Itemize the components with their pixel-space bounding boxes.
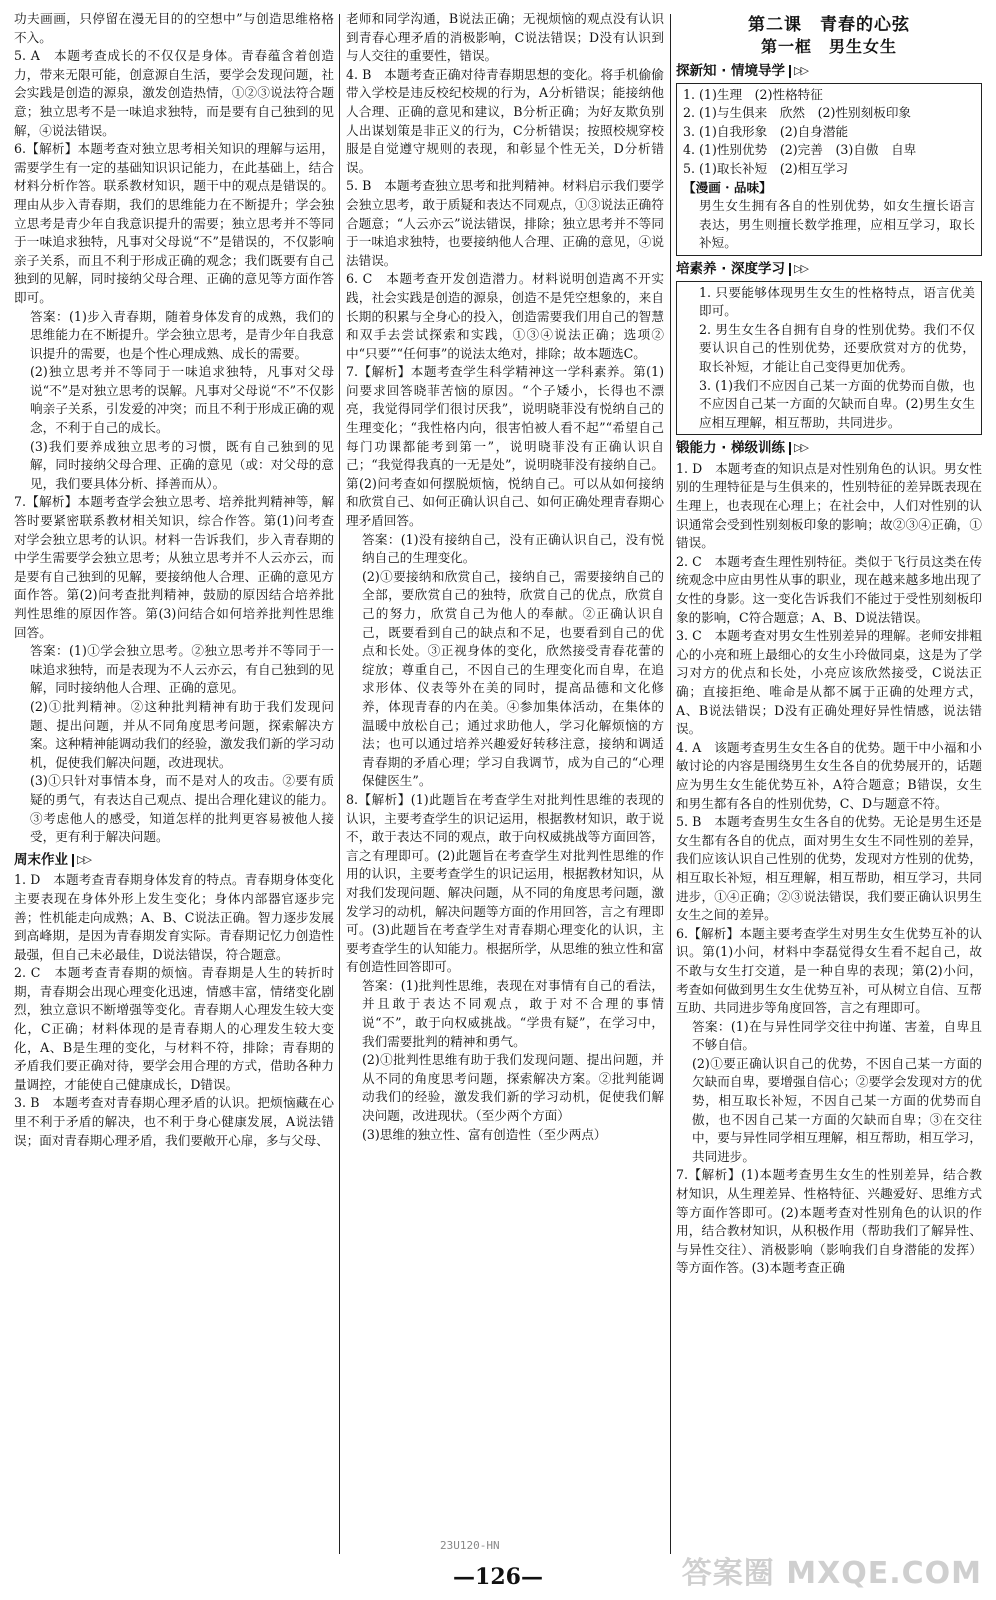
homework-item-4: 4. B 本题考查正确对待青春期思想的变化。将手机偷偷带入学校是违反校纪校规的行为，A分析错误；能接纳他人合理、正确的意见和建议，B分析正确；为好友欺负别人出谋划策是非正义的行为，C分析错误；按照校规穿校服是自觉遵守规则的表现，和彰显个性无关，D分析错误。: [346, 66, 664, 175]
homework-item-3: 3. B 本题考查对青春期心理矛盾的认识。把烦恼藏在心里不利于矛盾的解决，也不利于身心健康发展，A说法错误；面对青春期心理矛盾，我们要敞开心扉，多与父母、: [14, 1095, 334, 1148]
homework-item-7-answer: 答案：(1)没有接纳自己，没有正确认识自己，没有悦纳自己的生理变化。: [362, 531, 664, 566]
paragraph: 功夫画画，只停留在漫无目的的空想中”与创造思维格格不入。: [14, 11, 334, 45]
list-item: 5. (1)取长补短 (2)相互学习: [683, 160, 849, 176]
answer-item-5: 5. A 本题考查成长的不仅仅是身体。青春蕴含着创造力，带来无限可能，创意源自生活，要学会发现问题，社会实践是创造的源泉，激发创造热情，①②③说法符合题意；独立思考不是一味追求独特，而是要有自己独到的见解，④说法错误。: [14, 48, 334, 138]
watermark-logo: 答案圈 MXQE.COM: [681, 1556, 982, 1591]
section-heading-text: 培素养 · 深度学习: [676, 260, 786, 277]
training-item-6-analysis: 6.【解析】本题主要考查学生对男生女生优势互补的认识。第(1)小问，材料中李磊觉得女生看不起自己，故不敢与女生打交道，是一种自卑的表现；第(2)小问，考查如何做到男生女生优势互补，可从树立自信、互帮互助、共同进步等角度回答，言之有理即可。: [676, 925, 982, 1016]
training-item-2: 2. C 本题考查生理性别特征。类似于飞行员这类在传统观念中应由男性从事的职业，现在越来越多地出现了女性的身影。这一变化告诉我们不能过于受性别刻板印象的影响，C符合题意；A、B、D说法错误。: [676, 553, 982, 625]
list-item: 1. (1)生理 (2)性格特征: [683, 86, 823, 102]
print-code: 23U120-HN: [440, 1539, 500, 1552]
section-heading-explore: [676, 62, 982, 81]
homework-item-1: 1. D 本题考查青春期身体发育的特点。青春期身体变化主要表现在身体外形上发生变化；身体内部器官逐步完善；性机能走向成熟；A、B、C说法正确。智力逐步发展到高峰期，是因为青春期发育实际。青春期记忆力创造性最强，但自己未必最佳，D说法错误，符合题意。: [14, 872, 334, 962]
training-item-1: 1. D 本题考查的知识点是对性别角色的认识。男女性别的生理特征是与生俱来的，性别特征的差异既表现在生理上，也表现在心理上；在社会中，人们对性别的认识通常会受到性别刻板印象的影响；故②③④正确，①错误。: [676, 460, 982, 551]
training-item-5: 5. B 本题考查男生女生各自的优势。无论是男生还是女生都有各自的优点，面对男生女生不同性别的差异，我们应该认识自己性别的优势，发现对方性别的优势，相互取长补短，相互理解，相互帮助，相互学习，共同进步，①④正确；②③说法错误，我们要正确认识男生女生之间的差异。: [676, 814, 982, 923]
answer-item-6-analysis: 6.【解析】本题考查对独立思考相关知识的理解与运用，需要学生有一定的基础知识识记能力，在此基础上，结合材料分析作答。联系教材知识，题干中的观点是错误的。理由从步入青春期，我们的思维能力在不断提升；学会独立思考是青少年自我意识提升的需要；独立思考并不等同于一味追求独特，凡事对父母说“不”是错误的，不仅影响亲子关系，而且不利于形成正确的观念；我们既要有自己独到的见解，同时接纳父母合理、正确的意见等方面作答即可。: [14, 141, 334, 305]
section-heading-training: [676, 439, 982, 458]
column-left: [14, 10, 334, 1560]
column-right: [676, 10, 982, 1560]
double-arrow-icon: ▷▷: [794, 261, 807, 275]
homework-item-6: 6. C 本题考查开发创造潜力。材料说明创造离不开实践，社会实践是创造的源泉，创造不是凭空想象的，来自长期的积累与全身心的投入，创造需要我们用自己的智慧和双手去尝试探索和实践，①③④说法正确；选项②中“只要”“任何事”的说法太绝对，排除；故本题选C。: [346, 271, 664, 361]
answer-item-7-analysis: 7.【解析】本题考查学会独立思考、培养批判精神等，解答时要紧密联系教材相关知识，综合作答。第(1)问考查对学会独立思考的认识。材料一告诉我们，步入青春期的中学生需要学会独立思考；从独立思考并不人云亦云，而是要有自己独到的见解，要接纳他人合理、正确的意见方面作答。第(2)问考查批判精神，鼓励的原因结合培养批判性思维的原因作答。第(3)问结合如何培养批判性思维回答。: [14, 494, 334, 640]
answer-item-6-part3: (3)我们要养成独立思考的习惯，既有自己独到的见解，同时接纳父母合理、正确的意见（或：对父母的意见，我们要具体分析、择善而从）。: [30, 438, 334, 491]
column-divider: [339, 14, 340, 1554]
homework-item-8-part2: (2)①批判性思维有助于我们发现问题、提出问题，并从不同的角度思考问题，探索解决方案。②批判能调动我们的经验，激发我们新的学习动机，促使我们解决问题，改进现状。（至少两个方面）: [362, 1052, 664, 1124]
homework-item-8-part3: (3)思维的独立性、富有创造性（至少两点）: [362, 1126, 607, 1142]
answer-item-6-part2: (2)独立思考并不等同于一味追求独特，凡事对父母说“不”是对独立思考的误解。凡事对父母说“不”不仅影响亲子关系，引发爱的冲突；而且不利于形成正确的观念，不利于自己的成长。: [30, 364, 334, 436]
column-divider: [670, 14, 671, 1554]
training-item-6-part2: (2)①要正确认识自己的优势，不因自己某一方面的欠缺而自卑，要增强自信心；②要学会发现对方的优势，相互取长补短，不因自己某一方面的优势而自傲，也不因自己某一方面的欠缺而自卑；③在交往中，要与异性同学相互理解，相互帮助，相互学习，共同进步。: [692, 1055, 982, 1164]
list-item: 4. (1)性别优势 (2)完善 (3)自傲 自卑: [683, 142, 917, 158]
answer-item-7-part3: (3)①只针对事情本身，而不是对人的攻击。②要有质疑的勇气，有表达自己观点、提出合理化建议的能力。③考虑他人的感受，知道怎样的批判更容易被他人接受，更有利于解决问题。: [30, 773, 334, 845]
section-heading-weekend-homework: [14, 851, 334, 870]
homework-item-2: 2. C 本题考查青春期的烦恼。青春期是人生的转折时期，青春期会出现心理变化迅速，情感丰富，情绪变化剧烈，独立意识不断增强等变化。青春期人心理发生较大变化，C正确；材料体现的是青春期人的心理发生较大变化，A、B是生理的变化，与材料不符，排除；青春期的矛盾我们要正确对待，要学会用合理的方式，借助各种力量调控，才能使自己健康成长，D错误。: [14, 965, 334, 1092]
answer-item-7-answer: 答案：(1)①学会独立思考。②独立思考并不等同于一味追求独特，而是表现为不人云亦云，有自己独到的见解，同时接纳他人合理、正确的意见。: [30, 643, 334, 696]
page-number: —126—: [453, 1564, 543, 1590]
bar-icon: [789, 442, 791, 455]
section-heading-text: 周末作业: [14, 851, 68, 868]
homework-item-7-analysis: 7.【解析】本题考查学生科学精神这一学科素养。第(1)问要求回答晓菲苦恼的原因。“个子矮小，长得也不漂亮，我觉得同学们很讨厌我”，说明晓菲没有悦纳自己的生理变化；“我性格内向，很害怕被人看不起”“希望自己每门功课都能考到第一”，说明晓菲没有正确认识自己；“我觉得我真的一无是处”，说明晓菲没有接纳自己。第(2)问考查如何摆脱烦恼，悦纳自己。可以从如何接纳和欣赏自己、如何正确认识自己、如何正确处理青春期心理矛盾回答。: [346, 364, 664, 529]
list-item: 3. (1)自我形象 (2)自身潜能: [683, 123, 849, 139]
training-item-6-answer: 答案：(1)在与异性同学交往中拘谨、害羞，自卑且不够自信。: [692, 1018, 982, 1053]
answer-box: [676, 281, 982, 436]
bar-icon: [72, 854, 74, 867]
training-item-3: 3. C 本题考查对男女生性别差异的理解。老师安排粗心的小亮和班上最细心的女生小玲做同桌，这是为了学习对方的优点和长处，小亮应该欣然接受，C说法正确；直接拒绝、唯命是从都不属于正确的处理方式，A、B说法错误；D没有正确处理好异性情感，说法错误。: [676, 628, 982, 737]
double-arrow-icon: ▷▷: [794, 64, 807, 77]
answer-item-6-answer: 答案：(1)步入青春期，随着身体发育的成熟，我们的思维能力在不断提升。学会独立思考，是青少年自我意识提升的需要，也是个性心理成熟、成长的需要。: [30, 308, 334, 361]
comic-text: 男生女生拥有各自的性别优势，如女生擅长语言表达，男生则擅长数学推理，应相互学习，取长补短。: [699, 198, 975, 251]
training-item-4: 4. A 该题考查男生女生各自的优势。题干中小福和小敏讨论的内容是围绕男生女生各自的优势展开的，话题应为男生女生能优势互补，A符合题意；B错误，女生和男生都有各自的性别优势，C、D与题意不符。: [676, 739, 982, 811]
bar-icon: [789, 263, 791, 276]
homework-item-8-answer: 答案：(1)批判性思维，表现在对事情有自己的看法，并且敢于表达不同观点，敢于对不合理的事情说“不”，敢于向权威挑战。“学贵有疑”，在学习中，我们需要批判的精神和勇气。: [362, 977, 664, 1049]
list-item: 3. (1)我们不应因自己某一方面的优势而自傲，也不应因自己某一方面的欠缺而自卑。(2)男生女生应相互理解，相互帮助，共同进步。: [699, 377, 975, 430]
double-arrow-icon: ▷▷: [77, 852, 90, 866]
column-middle: [346, 10, 664, 1560]
answer-box: [676, 83, 982, 256]
frame-title: 第一框 男生女生: [760, 37, 897, 56]
section-heading-cultivate: [676, 260, 982, 279]
double-arrow-icon: ▷▷: [794, 441, 807, 455]
list-item: 1. 只要能够体现男生女生的性格特点，语言优美即可。: [699, 284, 975, 319]
homework-item-8-analysis: 8.【解析】(1)此题旨在考查学生对批判性思维的表现的认识，主要考查学生的识记运用，根据教材知识，敢于说不，敢于表达不同的观点，敢于向权威挑战等方面回答，言之有理即可。(2)此题旨在考查学生对批判性思维的作用的认识，主要考查学生的识记运用，根据教材知识，从对我们发现问题、解决问题，从不同的角度思考问题，激发学习的动机，解决问题等方面的作用回答，言之有理即可。(3)此题旨在考查学生对青春期心理变化的认识，主要考查学生的认知能力。根据所学，从思维的独立性和富有创造性回答即可。: [346, 791, 664, 975]
list-item: 2. (1)与生俱来 欣然 (2)性别刻板印象: [683, 105, 912, 121]
section-heading-text: 探新知 · 情境导学: [676, 63, 786, 79]
list-item: 2. 男生女生各自拥有自身的性别优势。我们不仅要认识自己的性别优势，还要欣赏对方的优势，取长补短，才能让自己变得更加优秀。: [699, 321, 975, 374]
lesson-title: 第二课 青春的心弦: [748, 15, 910, 35]
training-item-7-analysis: 7.【解析】(1)本题考查男生女生的性别差异，结合教材知识，从生理差异、性格特征、兴趣爱好、思维方式等方面作答即可。(2)本题考查对性别角色的认识的作用，结合教材知识，从积极作用（帮助我们了解异性、与异性交往）、消极影响（影响我们自身潜能的发挥）等方面作答。(3)本题考查正确: [676, 1167, 982, 1276]
homework-item-5: 5. B 本题考查独立思考和批判精神。材料启示我们要学会独立思考，敢于质疑和表达不同观点，①③说法正确符合题意；“人云亦云”说法错误，排除；独立思考并不等同于一味追求独特，也要接纳他人合理、正确的意见，④说法错误。: [346, 178, 664, 268]
homework-item-7-part2: (2)①要接纳和欣赏自己，接纳自己，需要接纳自己的全部，要欣赏自己的独特，欣赏自己的优点，欣赏自己的努力，欣赏自己为他人的奉献。②正确认识自己，既要看到自己的缺点和不足，也要看到自己的优点和长处。③正视身体的变化，欣然接受青春花蕾的绽放；尊重自己，不因自己的生理变化而自卑，在追求形体、仪表等外在美的同时，提高品德和文化修养，体现青春的内在美。④参加集体活动，在集体的温暖中放松自己；通过求助他人，学习化解烦恼的方法；也可以通过培养兴趣爱好转移注意，接纳和调适青春期的矛盾心理；学习自我调节，成为自己的“心理保健医生”。: [362, 568, 664, 789]
section-heading-text: 锻能力 · 梯级训练: [676, 440, 786, 457]
bar-icon: [789, 65, 791, 78]
answer-item-7-part2: (2)①批判精神。②这种批判精神有助于我们发现问题、提出问题，并从不同角度思考问题，探索解决方案。这种精神能调动我们的经验，激发我们新的学习动机，促使我们解决问题，改进现状。: [30, 698, 334, 770]
comic-label: 【漫画 · 品味】: [683, 179, 772, 195]
paragraph: 老师和同学沟通，B说法正确；无视烦恼的观点没有认识到青春心理矛盾的消极影响，C说法错误；D没有认识到与人交往的重要性，错误。: [346, 11, 664, 64]
